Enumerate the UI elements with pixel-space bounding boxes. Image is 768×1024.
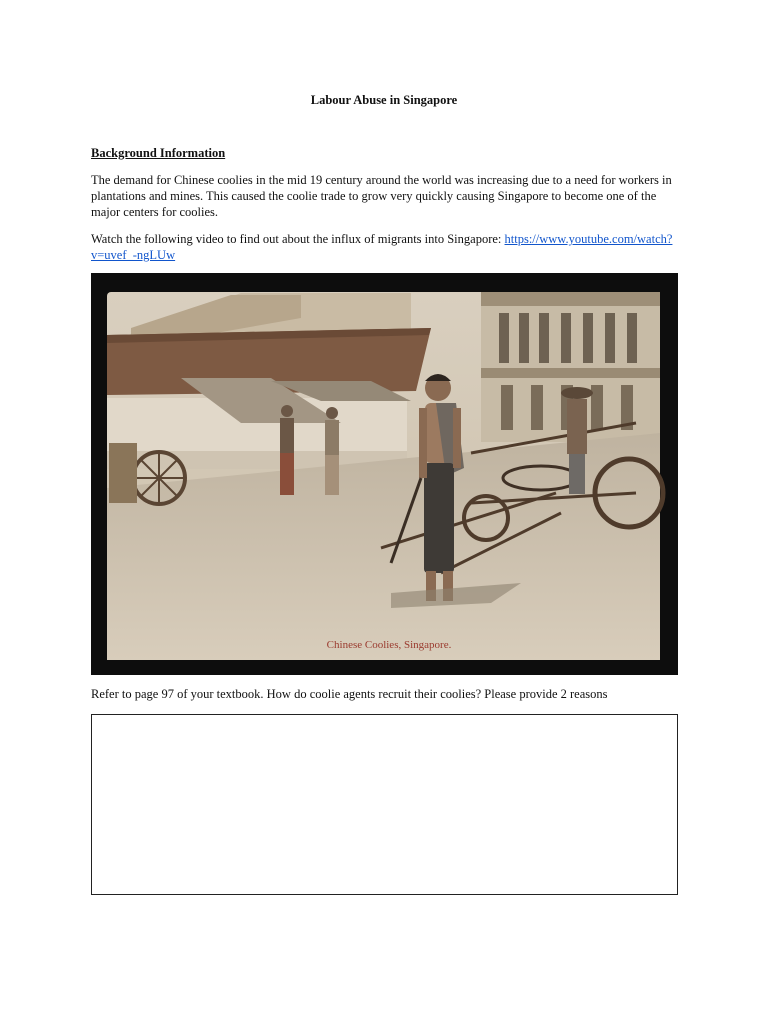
video-paragraph [91,231,683,263]
question-text: Refer to page 97 of your textbook. How do coolie agents recruit their coolies? Please provide 2 reasons [91,687,608,701]
video-link[interactable]: https://www.youtube.com/watch?v=uvef_-ngLUw [91,232,673,262]
photo-caption: Chinese Coolies, Singapore. [326,639,452,651]
section-heading: Background Information [91,146,226,160]
historical-photo [91,273,678,675]
background-paragraph: The demand for Chinese coolies in the mid 19 century around the world was increasing due to a need for workers in plantations and mines. This caused the coolie trade to grow very quickly causing Singapore to become one of the major centers for coolies. [91,173,672,219]
video-paragraph-text: Watch the following video to find out about the influx of migrants into Singapore: [91,232,505,246]
photo-illustration [91,273,678,675]
document-title: Labour Abuse in Singapore [310,93,458,107]
answer-box[interactable] [91,714,678,895]
